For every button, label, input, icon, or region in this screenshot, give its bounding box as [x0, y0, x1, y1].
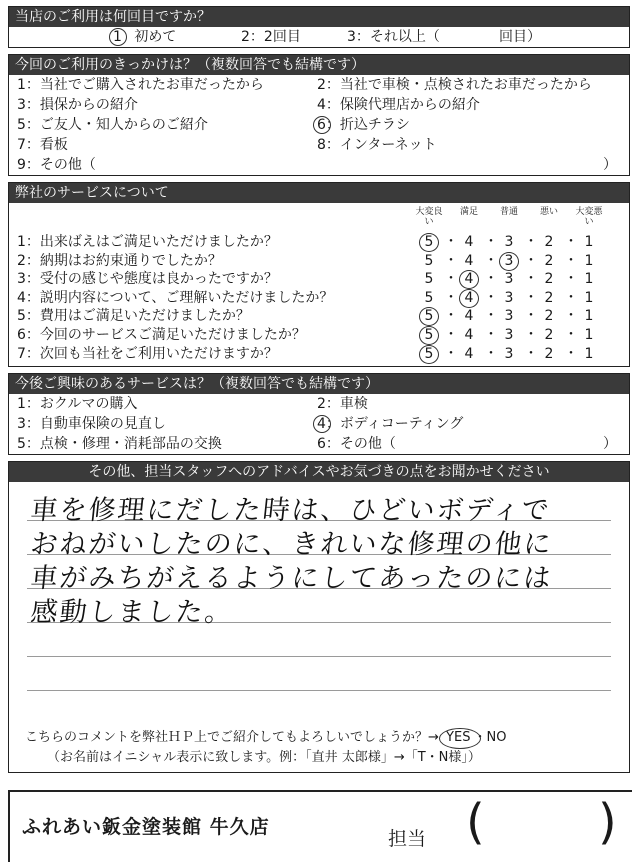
rating-option[interactable]: 3: [504, 234, 514, 250]
visit-option-1[interactable]: 1 初めて: [113, 27, 176, 47]
rating-separator: ・: [444, 289, 458, 306]
rating-option[interactable]: 4: [459, 289, 479, 308]
comments-area[interactable]: [9, 482, 629, 726]
trigger-option-3[interactable]: 3：損保からの紹介: [17, 97, 138, 113]
visit-option-3[interactable]: 3：それ以上（: [347, 29, 440, 45]
rating-separator: ・: [564, 345, 578, 362]
service-question-text: 1：出来ばえはご満足いただけましたか？: [17, 234, 278, 250]
survey-sheet: [8, 6, 630, 773]
selection-circle: [499, 252, 519, 271]
service-question-text: 4：説明内容について、ご理解いただけましたか？: [17, 289, 334, 306]
rating-option[interactable]: 1: [584, 234, 594, 250]
rating-option[interactable]: 3: [499, 252, 519, 271]
trigger-heading: 今回のご利用のきっかけは？（複数回答でも結構です）: [9, 55, 629, 75]
selection-circle: [419, 345, 439, 364]
rating-option[interactable]: 4: [464, 308, 474, 325]
comment-line-4: 感動しました。: [29, 597, 236, 629]
selection-circle: [459, 270, 479, 289]
service-question-text: 6：今回のサービスご満足いただけましたか？: [17, 326, 306, 343]
selection-circle: [109, 28, 127, 46]
rating-option[interactable]: 3: [504, 345, 514, 362]
rating-option[interactable]: 2: [544, 234, 554, 250]
rating-option[interactable]: 5: [419, 307, 439, 326]
interest-option-3[interactable]: 3：自動車保険の見直し: [17, 416, 166, 433]
interest-heading: 今後ご興味のあるサービスは？（複数回答でも結構です）: [9, 374, 629, 394]
trigger-option-5[interactable]: 5：ご友人・知人からのご紹介: [17, 117, 208, 133]
rating-option[interactable]: 1: [584, 345, 594, 362]
hp-no-option[interactable]: ・NO: [473, 730, 507, 746]
rating-separator: ・: [484, 308, 498, 325]
selection-circle: [419, 233, 439, 252]
visit-count-heading: 当店のご利用は何回目ですか？: [9, 7, 629, 27]
interest-option-4[interactable]: 4：ボディコーティング: [309, 414, 629, 434]
service-question-text: 3：受付の感じや態度は良かったですか？: [17, 271, 278, 288]
rating-separator: ・: [564, 271, 578, 288]
rating-option[interactable]: 1: [584, 252, 594, 269]
service-questions: [9, 233, 629, 366]
visit-option-3-suffix: 回目）: [499, 29, 541, 45]
comments-heading: その他、担当スタッフへのアドバイスやお気づきの点をお聞かせください: [9, 462, 629, 482]
rating-separator: ・: [564, 252, 578, 269]
rating-separator: ・: [524, 326, 538, 343]
rating-option[interactable]: 5: [424, 252, 434, 269]
rating-separator: ・: [444, 271, 458, 288]
service-question-row: [9, 233, 629, 252]
rating-option[interactable]: 1: [584, 271, 594, 288]
rating-separator: ・: [484, 234, 498, 250]
rating-option[interactable]: 2: [544, 326, 554, 343]
scale-label-bad: 悪い: [539, 207, 558, 217]
trigger-option-7[interactable]: 7：看板: [17, 137, 68, 153]
rating-option[interactable]: 5: [424, 271, 434, 288]
hp-yes-option[interactable]: YES: [443, 730, 473, 745]
rating-separator: ・: [444, 345, 458, 362]
rating-separator: ・: [484, 289, 498, 306]
rating-option[interactable]: 3: [504, 308, 514, 325]
rating-separator: ・: [484, 326, 498, 343]
rating-separator: ・: [484, 271, 498, 288]
rating-option[interactable]: 2: [544, 271, 554, 288]
rating-separator: ・: [444, 326, 458, 343]
rating-option[interactable]: 2: [544, 289, 554, 306]
selection-circle: [459, 289, 479, 308]
service-question-text: 7：次回も当社をご利用いただけますか？: [17, 345, 278, 362]
selection-circle: [419, 326, 439, 345]
rating-option[interactable]: 3: [504, 271, 514, 288]
visit-count-section: [8, 6, 630, 48]
rating-separator: ・: [524, 234, 538, 250]
rating-separator: ・: [564, 326, 578, 343]
hp-question: こちらのコメントを弊社ＨＰ上でご紹介してもよろしいでしょうか？→ YES ・NO: [25, 726, 506, 745]
rating-option[interactable]: 5: [419, 233, 439, 252]
trigger-option-2[interactable]: 2：当社で車検・点検されたお車だったから: [317, 77, 592, 93]
rating-option[interactable]: 4: [459, 270, 479, 289]
trigger-option-1[interactable]: 1：当社でご購入されたお車だったから: [17, 77, 264, 93]
rating-option[interactable]: 1: [584, 308, 594, 325]
selection-circle: [313, 116, 331, 134]
rating-separator: ・: [524, 345, 538, 362]
rating-separator: ・: [484, 345, 498, 362]
interest-options: [9, 394, 629, 454]
comments-section: [8, 461, 630, 773]
rating-option[interactable]: 1: [584, 289, 594, 306]
staff-paren-close: ): [598, 794, 617, 850]
trigger-section: [8, 54, 630, 176]
service-heading: 弊社のサービスについて: [9, 183, 629, 203]
trigger-options: [9, 75, 629, 175]
interest-section: [8, 373, 630, 455]
hp-note: （お名前はイニシャル表示に致します。例：「直井 太郎様」→「T・N様」）: [47, 750, 481, 766]
rating-option[interactable]: 2: [544, 308, 554, 325]
rating-separator: ・: [564, 289, 578, 306]
rating-separator: ・: [524, 289, 538, 306]
visit-options: [9, 27, 629, 47]
writing-line: [27, 656, 611, 657]
comment-line-2: おねがいしたのに、きれいな修理の他に: [29, 529, 555, 561]
rating-option[interactable]: 2: [544, 252, 554, 269]
rating-option[interactable]: 4: [464, 234, 474, 250]
trigger-option-8[interactable]: 8：インターネット: [317, 137, 437, 153]
comment-line-3: 車がみちがえるようにしてあったのには: [29, 563, 555, 595]
rating-separator: ・: [444, 234, 458, 250]
service-question-text: 5：費用はご満足いただけましたか？: [17, 308, 250, 325]
interest-option-6[interactable]: 6：その他（ ）: [317, 436, 617, 453]
rating-option[interactable]: 2: [544, 345, 554, 362]
rating-scale-header: [9, 203, 629, 233]
rating-separator: ・: [524, 271, 538, 288]
rating-separator: ・: [484, 252, 498, 269]
rating-option[interactable]: 4: [464, 345, 474, 362]
service-section: [8, 182, 630, 367]
selection-circle: [419, 307, 439, 326]
trigger-option-9[interactable]: 9：その他（ ）: [17, 157, 617, 173]
trigger-option-4[interactable]: 4：保険代理店からの紹介: [317, 97, 480, 113]
interest-option-2[interactable]: 2：車検: [317, 396, 368, 413]
rating-option[interactable]: 5: [419, 326, 439, 345]
scale-label-very-bad: 大変悪い: [575, 207, 603, 227]
service-question-row: [9, 252, 629, 271]
rating-separator: ・: [524, 252, 538, 269]
rating-option[interactable]: 3: [504, 289, 514, 306]
service-question-row: [9, 326, 629, 345]
visit-option-2[interactable]: 2：2回目: [241, 29, 301, 45]
rating-separator: ・: [444, 308, 458, 325]
rating-option[interactable]: 5: [424, 289, 434, 306]
writing-line: [27, 690, 611, 691]
interest-option-5[interactable]: 5：点検・修理・消耗部品の交換: [17, 436, 222, 453]
comment-line-1: 車を修理にだした時は、ひどいボディで: [29, 495, 553, 527]
rating-option[interactable]: 4: [464, 252, 474, 269]
service-question-row: [9, 307, 629, 326]
rating-option[interactable]: 3: [504, 326, 514, 343]
hp-consent: [9, 726, 629, 772]
scale-label-very-good: 大変良い: [415, 207, 443, 227]
service-question-row: [9, 270, 629, 289]
shop-name: ふれあい鈑金塗装館 牛久店: [22, 816, 270, 838]
rating-option[interactable]: 1: [584, 326, 594, 343]
scale-label-satisfied: 満足: [459, 207, 478, 217]
staff-paren-open: (: [466, 794, 485, 850]
trigger-option-6[interactable]: 6：折込チラシ: [309, 115, 629, 135]
staff-label: 担当: [388, 828, 427, 850]
rating-separator: ・: [564, 308, 578, 325]
service-question-row: [9, 289, 629, 308]
interest-option-1[interactable]: 1：おクルマの購入: [17, 396, 138, 413]
service-question-row: [9, 345, 629, 364]
rating-separator: ・: [444, 252, 458, 269]
rating-separator: ・: [524, 308, 538, 325]
service-question-text: 2：納期はお約束通りでしたか？: [17, 252, 222, 269]
rating-separator: ・: [564, 234, 578, 250]
rating-option[interactable]: 5: [419, 345, 439, 364]
rating-option[interactable]: 4: [464, 326, 474, 343]
scale-label-average: 普通: [499, 207, 518, 217]
shop-footer: [8, 790, 632, 862]
